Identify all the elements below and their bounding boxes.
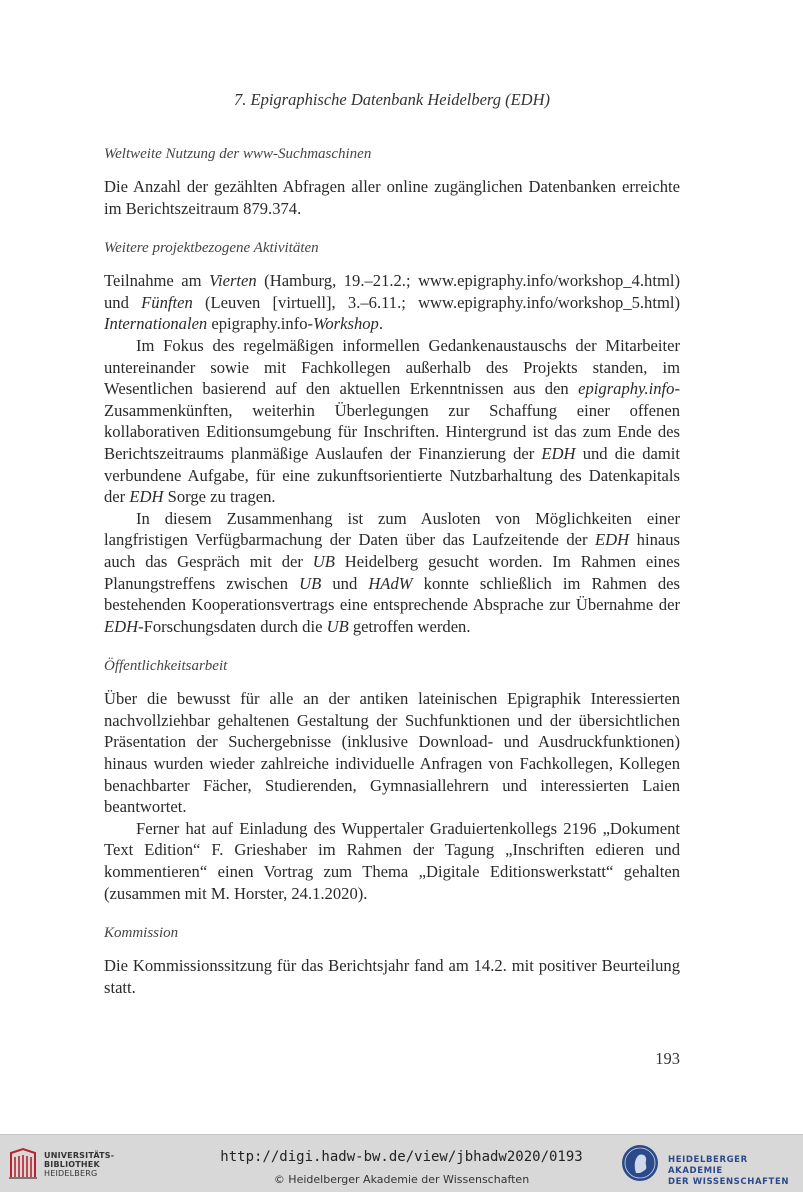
permalink-url[interactable]: http://digi.hadw-bw.de/view/jbhadw2020/0193 (220, 1149, 583, 1165)
page-number: 193 (655, 1049, 680, 1068)
footer-bar (0, 1134, 803, 1192)
academy-seal-icon (620, 1143, 660, 1183)
section-heading: Kommission (104, 925, 179, 942)
copyright-notice: © Heidelberger Akademie der Wissenschaften (273, 1173, 530, 1186)
hadw-logo[interactable] (620, 1141, 800, 1185)
paragraph: Teilnahme am Vierten (Hamburg, 19.–21.2.; www.epigraphy.info/workshop_4.html) und Fünften (Leuven [virtuell], 3.–6.11.; www.epigraphy.info/workshop_5.html) Internationalen epigraphy.info-Workshop. (104, 271, 680, 334)
paragraph: Über die bewusst für alle an der antiken lateinischen Epigraphik Interessierten nachvollziehbar gehaltenen Gestaltung der Suchfunktionen und der übersichtlichen Präsentation der Suchergebnisse (inklusive Download- und Ausdruckfunktionen) hinaus wurden wieder zahlreiche individuelle Anfragen von Fachkollegen, Kollegen benachbarter Fächer, Studierenden, Gymnasiallehrern und interessierten Laien beantwortet. (104, 689, 680, 817)
paragraph: Im Fokus des regelmäßigen informellen Gedankenaustauschs der Mitarbeiter untereinander sowie mit Fachkollegen außerhalb des Projekts standen, im Wesentlichen basierend auf den aktuellen Erkenntnissen aus den epigraphy.info-Zusammenkünften, weiterhin Überlegungen zur Schaffung einer offenen kollaborativen Editionsumgebung für Inschriften. Hintergrund ist das zum Ende des Berichtszeitraums planmäßige Auslaufen der Finanzierung der EDH und die damit verbundene Aufgabe, für eine zukunftsorientierte Nutzbarhaltung des Datenkapitals der EDH Sorge zu tragen. (104, 335, 680, 507)
paragraph: In diesem Zusammenhang ist zum Ausloten von Möglichkeiten einer langfristigen Verfügbarmachung der Daten über das Laufzeitende der EDH hinaus auch das Gespräch mit der UB Heidelberg gesucht worden. Im Rahmen eines Planungstreffens zwischen UB und HAdW konnte schließlich im Rahmen des bestehenden Kooperationsvertrags eine entsprechende Absprache zur Übernahme der EDH-Forschungsdaten durch die UB getroffen werden. (104, 508, 680, 636)
section-heading: Weltweite Nutzung der www-Suchmaschinen (104, 146, 372, 162)
section-web-usage (104, 144, 680, 219)
body-text (104, 144, 680, 1017)
section-public-relations (104, 656, 680, 904)
section-heading: Weitere projektbezogene Aktivitäten (104, 240, 319, 257)
section-commission (104, 923, 680, 998)
section-activities (104, 238, 680, 637)
paragraph: Ferner hat auf Einladung des Wuppertaler Graduiertenkollegs 2196 „Dokument Text Edition“ F. Grieshaber im Rahmen der Tagung „Inschriften edieren und kommentieren“ einen Vortrag zum Thema „Digitale Editionswerkstatt“ gehalten (zusammen mit M. Horster, 24.1.2020). (104, 818, 680, 903)
section-heading: Öffentlichkeitsarbeit (104, 658, 228, 675)
ub-logo-text: UNIVERSITÄTS- BIBLIOTHEK HEIDELBERG (44, 1151, 115, 1178)
paragraph: Die Anzahl der gezählten Abfragen aller online zugänglichen Datenbanken erreichte im Berichtszeitraum 879.374. (104, 177, 680, 218)
running-head: 7. Epigraphische Datenbank Heidelberg (EDH) (233, 90, 551, 109)
hadw-logo-text: HEIDELBERGER AKADEMIE DER WISSENSCHAFTEN (668, 1155, 790, 1187)
paragraph: Die Kommissionssitzung für das Berichtsjahr fand am 14.2. mit positiver Beurteilung statt. (104, 956, 680, 997)
